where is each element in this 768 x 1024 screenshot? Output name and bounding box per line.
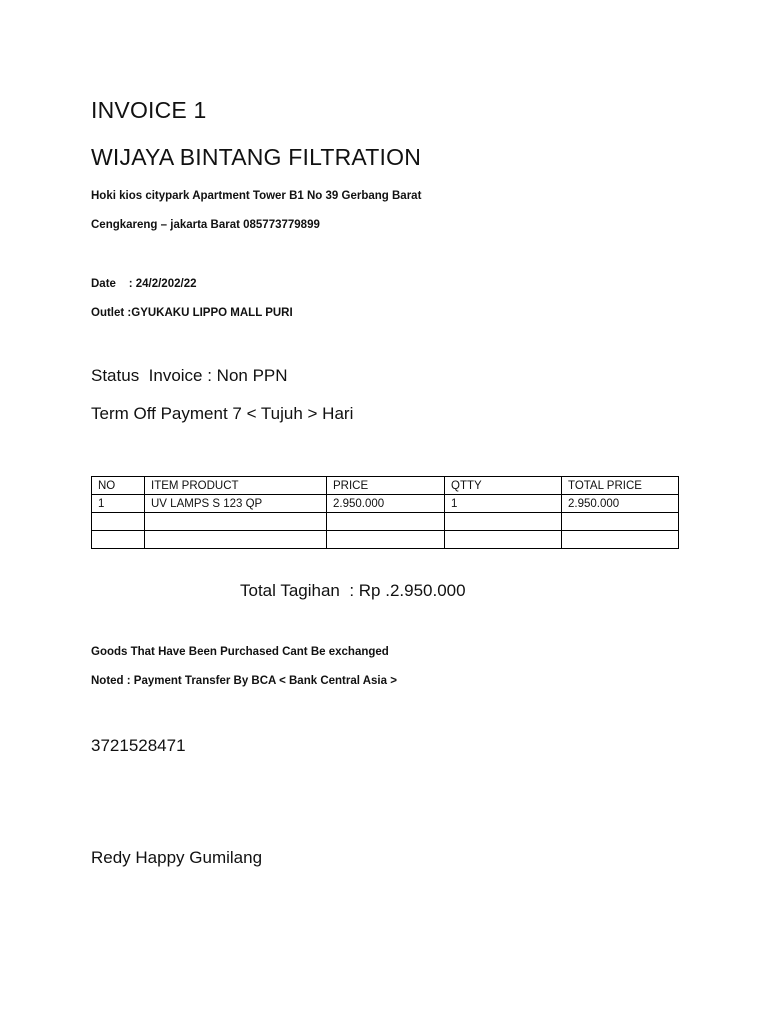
cell-price: 2.950.000 (327, 495, 445, 513)
signatory-name: Redy Happy Gumilang (91, 848, 263, 867)
cell-item-product: UV LAMPS S 123 QP (145, 495, 327, 513)
outlet-line: Outlet :GYUKAKU LIPPO MALL PURI (91, 307, 293, 319)
cell-price (327, 513, 445, 531)
goods-note: Goods That Have Been Purchased Cant Be exchanged (91, 646, 389, 658)
cell-item-product (145, 531, 327, 549)
table-header-row (92, 477, 679, 495)
cell-total-price: 2.950.000 (562, 495, 679, 513)
cell-total-price (562, 513, 679, 531)
address-line-2: Cengkareng – jakarta Barat 085773779899 (91, 219, 320, 231)
header-item-product: ITEM PRODUCT (145, 477, 327, 495)
cell-total-price (562, 531, 679, 549)
header-no: NO (92, 477, 145, 495)
payment-term: Term Off Payment 7 < Tujuh > Hari (91, 404, 354, 423)
status-invoice: Status Invoice : Non PPN (91, 366, 288, 385)
cell-price (327, 531, 445, 549)
cell-qtty: 1 (445, 495, 562, 513)
table-row (92, 495, 679, 513)
header-price: PRICE (327, 477, 445, 495)
cell-qtty (445, 513, 562, 531)
table-row (92, 531, 679, 549)
cell-no (92, 531, 145, 549)
cell-no: 1 (92, 495, 145, 513)
total-tagihan: Total Tagihan : Rp .2.950.000 (240, 581, 466, 600)
account-number: 3721528471 (91, 736, 186, 755)
items-table (91, 476, 679, 549)
cell-item-product (145, 513, 327, 531)
header-total-price: TOTAL PRICE (562, 477, 679, 495)
header-qtty: QTTY (445, 477, 562, 495)
cell-qtty (445, 531, 562, 549)
company-name: WIJAYA BINTANG FILTRATION (91, 144, 421, 170)
invoice-date: Date : 24/2/202/22 (91, 278, 197, 290)
address-line-1: Hoki kios citypark Apartment Tower B1 No 39 Gerbang Barat (91, 190, 422, 202)
table-row (92, 513, 679, 531)
payment-note: Noted : Payment Transfer By BCA < Bank Central Asia > (91, 675, 397, 687)
invoice-title: INVOICE 1 (91, 97, 207, 123)
cell-no (92, 513, 145, 531)
